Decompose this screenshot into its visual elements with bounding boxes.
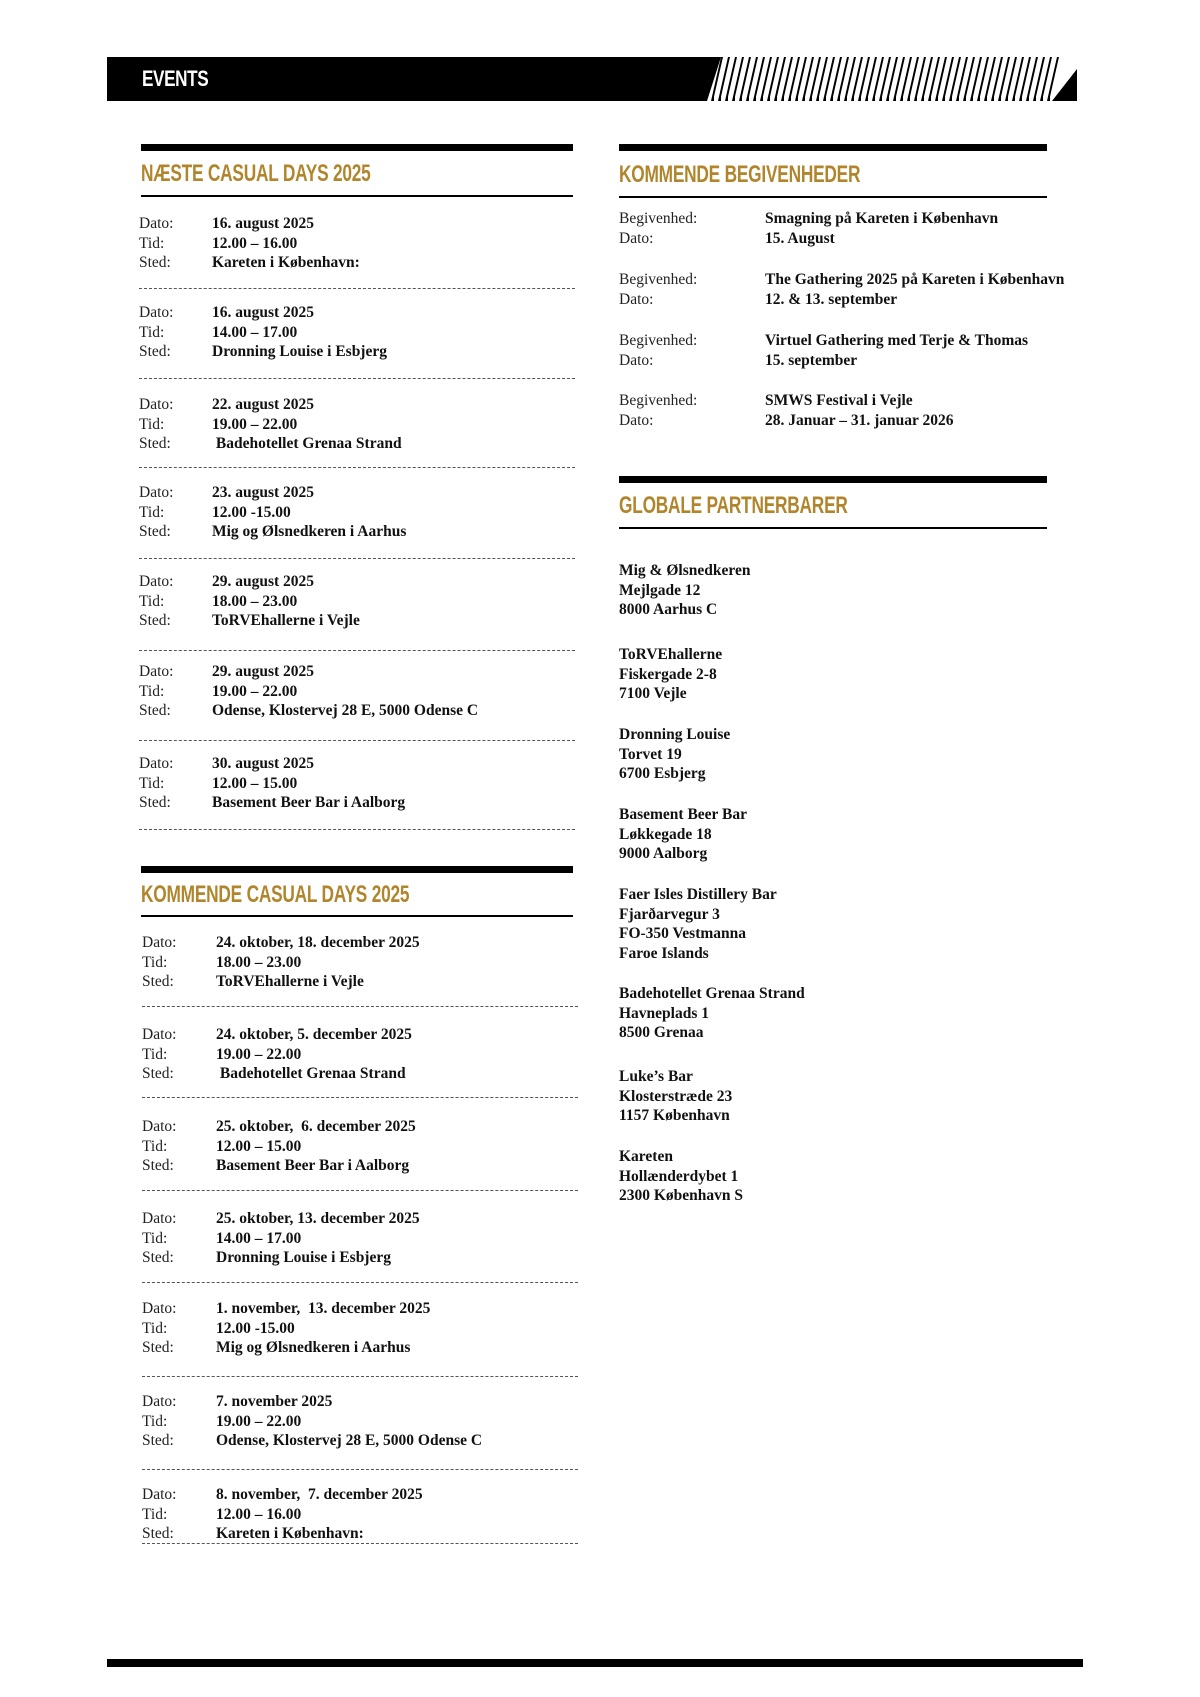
value-date: 15. september <box>765 351 858 369</box>
value-place: Mig og Ølsnedkeren i Aarhus <box>212 523 407 540</box>
dashed-divider <box>139 650 575 651</box>
entry-row-date <box>142 1025 412 1045</box>
entry-row-time <box>142 1505 423 1525</box>
label-date: Dato: <box>139 663 174 680</box>
entry-row-date <box>142 1299 430 1319</box>
label-time: Tid: <box>142 1137 168 1155</box>
label-time: Tid: <box>142 1229 168 1247</box>
value-event: Virtuel Gathering med Terje & Thomas <box>765 332 1029 349</box>
value-place: Odense, Klostervej 28 E, 5000 Odense C <box>212 702 479 719</box>
value-date: 16. august 2025 <box>212 304 315 321</box>
event-entry <box>139 572 360 631</box>
entry-row-date <box>619 351 1028 371</box>
value-date: 25. oktober, 13. december 2025 <box>216 1210 420 1227</box>
entry-row-date <box>142 933 420 953</box>
value-time: 18.00 – 23.00 <box>216 953 302 971</box>
value-date: 24. oktober, 18. december 2025 <box>216 934 420 951</box>
partner-name: ToRVEhallerne <box>619 646 723 663</box>
value-time: 12.00 – 16.00 <box>212 234 298 252</box>
event-entry <box>142 1299 430 1358</box>
value-date: 12. & 13. september <box>765 290 898 308</box>
label-time: Tid: <box>142 953 168 971</box>
partner-bar-entry <box>619 885 777 963</box>
event-entry <box>142 1209 420 1268</box>
entry-row-date <box>142 1485 423 1505</box>
section-underline <box>619 527 1047 529</box>
value-time: 19.00 – 22.00 <box>216 1412 302 1430</box>
partner-address-line: 7100 Vejle <box>619 685 687 702</box>
value-time: 19.00 – 22.00 <box>212 682 298 700</box>
event-entry <box>139 662 478 721</box>
value-time: 18.00 – 23.00 <box>212 592 298 610</box>
label-date: Dato: <box>142 934 177 951</box>
entry-row-time <box>142 1229 420 1249</box>
label-time: Tid: <box>139 234 165 252</box>
value-time: 12.00 – 15.00 <box>216 1137 302 1155</box>
value-place: Basement Beer Bar i Aalborg <box>216 1157 410 1174</box>
partner-name: Mig & Ølsnedkeren <box>619 562 751 579</box>
section-top-bar <box>141 866 573 873</box>
value-place: Odense, Klostervej 28 E, 5000 Odense C <box>216 1432 483 1449</box>
entry-row-time <box>139 415 402 435</box>
label-date: Dato: <box>142 1118 177 1135</box>
value-time: 19.00 – 22.00 <box>212 415 298 433</box>
label-place: Sted: <box>142 1065 174 1082</box>
value-place: Dronning Louise i Esbjerg <box>216 1249 391 1266</box>
entry-row-time <box>142 1319 430 1339</box>
value-date: 16. august 2025 <box>212 215 315 232</box>
entry-row-place <box>139 434 402 454</box>
entry-row-date <box>139 483 406 503</box>
dashed-divider <box>142 1376 578 1377</box>
value-date: 15. August <box>765 229 835 247</box>
entry-row-time <box>139 503 406 523</box>
label-event: Begivenhed: <box>619 392 698 409</box>
label-time: Tid: <box>139 503 165 521</box>
entry-row-place <box>142 1156 416 1176</box>
label-date: Dato: <box>142 1393 177 1410</box>
partner-name: Kareten <box>619 1148 673 1165</box>
label-time: Tid: <box>142 1505 168 1523</box>
entry-row-time <box>139 774 405 794</box>
label-date: Dato: <box>619 351 654 369</box>
value-date: 22. august 2025 <box>212 396 315 413</box>
label-place: Sted: <box>139 343 171 360</box>
entry-row-event <box>619 331 1028 351</box>
partner-address-line: Hollænderdybet 1 <box>619 1167 739 1185</box>
entry-row-time <box>142 953 420 973</box>
label-place: Sted: <box>139 612 171 629</box>
partner-address-line: Mejlgade 12 <box>619 581 701 599</box>
entry-row-date <box>142 1392 482 1412</box>
value-time: 12.00 -15.00 <box>216 1319 295 1337</box>
partner-address-line: Løkkegade 18 <box>619 825 712 843</box>
value-time: 14.00 – 17.00 <box>212 323 298 341</box>
partner-name: Faer Isles Distillery Bar <box>619 886 777 903</box>
label-place: Sted: <box>139 435 171 452</box>
entry-row-time <box>139 592 360 612</box>
begivenhed-entry <box>619 270 1064 309</box>
value-place: ToRVEhallerne i Vejle <box>216 973 364 990</box>
entry-row-place <box>139 611 360 631</box>
footer-bar <box>107 1659 1083 1667</box>
entry-row-time <box>139 234 360 254</box>
entry-row-time <box>139 323 387 343</box>
event-entry <box>139 483 406 542</box>
entry-row-time <box>142 1412 482 1432</box>
event-entry <box>142 1117 416 1176</box>
partner-address-line: Fjarðarvegur 3 <box>619 905 720 923</box>
value-date: 8. november, 7. december 2025 <box>216 1486 423 1503</box>
dashed-divider <box>142 1469 578 1470</box>
value-place: Basement Beer Bar i Aalborg <box>212 794 406 811</box>
label-place: Sted: <box>139 794 171 811</box>
partner-name: Luke’s Bar <box>619 1068 693 1085</box>
label-event: Begivenhed: <box>619 271 698 288</box>
entry-row-event <box>619 270 1064 290</box>
value-place: Kareten i København: <box>212 254 360 271</box>
value-event: The Gathering 2025 på Kareten i København <box>765 271 1065 288</box>
partner-address-line: 2300 København S <box>619 1187 744 1204</box>
value-time: 19.00 – 22.00 <box>216 1045 302 1063</box>
partner-bar-entry <box>619 984 805 1043</box>
partner-bar-entry <box>619 561 750 620</box>
value-time: 12.00 -15.00 <box>212 503 291 521</box>
event-entry <box>139 395 402 454</box>
label-date: Dato: <box>139 304 174 321</box>
section-top-bar <box>619 476 1047 483</box>
entry-row-place <box>142 1338 430 1358</box>
page-title: EVENTS <box>142 66 209 91</box>
section-underline <box>141 195 573 197</box>
entry-row-place <box>139 342 387 362</box>
section-underline <box>141 915 573 917</box>
entry-row-date <box>139 662 478 682</box>
entry-row-time <box>142 1045 412 1065</box>
section-title-begivenheder: KOMMENDE BEGIVENHEDER <box>619 161 861 188</box>
section-title-kommende: KOMMENDE CASUAL DAYS 2025 <box>141 881 410 908</box>
label-date: Dato: <box>619 411 654 429</box>
value-place: Dronning Louise i Esbjerg <box>212 343 387 360</box>
value-event: Smagning på Kareten i København <box>765 210 999 227</box>
entry-row-place <box>142 972 420 992</box>
partner-address-line: Klosterstræde 23 <box>619 1087 733 1105</box>
label-place: Sted: <box>142 1432 174 1449</box>
entry-row-event <box>619 391 953 411</box>
partner-bar-entry <box>619 645 722 704</box>
label-date: Dato: <box>619 229 654 247</box>
entry-row-date <box>139 395 402 415</box>
label-place: Sted: <box>142 973 174 990</box>
label-date: Dato: <box>142 1210 177 1227</box>
value-place: Badehotellet Grenaa Strand <box>212 435 402 452</box>
entry-row-place <box>139 793 405 813</box>
label-time: Tid: <box>139 323 165 341</box>
value-date: 24. oktober, 5. december 2025 <box>216 1026 412 1043</box>
entry-row-date <box>142 1209 420 1229</box>
entry-row-date <box>619 290 1064 310</box>
partner-address-line: Havneplads 1 <box>619 1004 710 1022</box>
value-time: 14.00 – 17.00 <box>216 1229 302 1247</box>
dashed-divider <box>139 378 575 379</box>
entry-row-date <box>139 303 387 323</box>
entry-row-date <box>619 229 998 249</box>
label-event: Begivenhed: <box>619 332 698 349</box>
label-place: Sted: <box>142 1157 174 1174</box>
value-date: 23. august 2025 <box>212 484 315 501</box>
entry-row-date <box>139 754 405 774</box>
value-place: ToRVEhallerne i Vejle <box>212 612 360 629</box>
value-date: 29. august 2025 <box>212 573 315 590</box>
dashed-divider <box>139 740 575 741</box>
label-date: Dato: <box>139 215 174 232</box>
dashed-divider <box>139 829 575 830</box>
label-place: Sted: <box>142 1525 174 1542</box>
entry-row-date <box>139 214 360 234</box>
dashed-divider <box>142 1543 578 1544</box>
partner-address-line: FO-350 Vestmanna <box>619 925 747 942</box>
label-place: Sted: <box>139 523 171 540</box>
value-date: 25. oktober, 6. december 2025 <box>216 1118 416 1135</box>
begivenhed-entry <box>619 209 998 248</box>
section-top-bar <box>141 144 573 151</box>
label-date: Dato: <box>139 573 174 590</box>
dashed-divider <box>139 467 575 468</box>
event-entry <box>139 214 360 273</box>
entry-row-place <box>142 1431 482 1451</box>
label-event: Begivenhed: <box>619 210 698 227</box>
diagonal-hatch-decoration <box>707 57 1077 101</box>
partner-bar-entry <box>619 805 747 864</box>
label-place: Sted: <box>139 254 171 271</box>
value-place: Mig og Ølsnedkeren i Aarhus <box>216 1339 411 1356</box>
entry-row-place <box>142 1064 412 1084</box>
partner-name: Badehotellet Grenaa Strand <box>619 985 805 1002</box>
entry-row-time <box>139 682 478 702</box>
section-top-bar <box>619 144 1047 151</box>
value-place: Badehotellet Grenaa Strand <box>216 1065 406 1082</box>
dashed-divider <box>142 1282 578 1283</box>
entry-row-place <box>139 701 478 721</box>
value-event: SMWS Festival i Vejle <box>765 392 913 409</box>
label-time: Tid: <box>139 774 165 792</box>
partner-address-line: 1157 København <box>619 1107 730 1124</box>
partner-address-line: Faroe Islands <box>619 944 709 962</box>
dashed-divider <box>142 1097 578 1098</box>
event-entry <box>139 303 387 362</box>
section-underline <box>619 196 1047 198</box>
partner-name: Dronning Louise <box>619 726 731 743</box>
partner-address-line: 6700 Esbjerg <box>619 765 706 782</box>
partner-address-line: Fiskergade 2-8 <box>619 665 717 683</box>
label-date: Dato: <box>619 290 654 308</box>
event-entry <box>139 754 405 813</box>
label-place: Sted: <box>139 702 171 719</box>
event-entry <box>142 933 420 992</box>
value-date: 7. november 2025 <box>216 1393 333 1410</box>
label-date: Dato: <box>142 1300 177 1317</box>
event-entry <box>142 1392 482 1451</box>
partner-address-line: 9000 Aalborg <box>619 845 708 862</box>
value-place: Kareten i København: <box>216 1525 364 1542</box>
entry-row-date <box>139 572 360 592</box>
partner-bar-entry <box>619 1067 732 1126</box>
label-place: Sted: <box>142 1249 174 1266</box>
dashed-divider <box>139 288 575 289</box>
label-date: Dato: <box>139 484 174 501</box>
label-time: Tid: <box>139 415 165 433</box>
label-time: Tid: <box>139 592 165 610</box>
label-date: Dato: <box>139 396 174 413</box>
entry-row-place <box>139 253 360 273</box>
section-title-partners: GLOBALE PARTNERBARER <box>619 492 848 519</box>
events-header-bar <box>107 57 1077 101</box>
label-date: Dato: <box>142 1026 177 1043</box>
label-date: Dato: <box>142 1486 177 1503</box>
dashed-divider <box>142 1190 578 1191</box>
partner-name: Basement Beer Bar <box>619 806 747 823</box>
dashed-divider <box>139 558 575 559</box>
begivenhed-entry <box>619 391 953 430</box>
begivenhed-entry <box>619 331 1028 370</box>
label-time: Tid: <box>142 1045 168 1063</box>
value-time: 12.00 – 16.00 <box>216 1505 302 1523</box>
entry-row-date <box>619 411 953 431</box>
partner-bar-entry <box>619 1147 743 1206</box>
partner-address-line: 8500 Grenaa <box>619 1024 704 1041</box>
label-place: Sted: <box>142 1339 174 1356</box>
partner-address-line: 8000 Aarhus C <box>619 601 718 618</box>
label-time: Tid: <box>139 682 165 700</box>
label-time: Tid: <box>142 1319 168 1337</box>
label-date: Dato: <box>139 755 174 772</box>
value-date: 1. november, 13. december 2025 <box>216 1300 431 1317</box>
entry-row-place <box>142 1524 423 1544</box>
event-entry <box>142 1025 412 1084</box>
entry-row-date <box>142 1117 416 1137</box>
entry-row-time <box>142 1137 416 1157</box>
value-date: 28. Januar – 31. januar 2026 <box>765 411 954 429</box>
partner-bar-entry <box>619 725 730 784</box>
entry-row-place <box>139 522 406 542</box>
entry-row-event <box>619 209 998 229</box>
entry-row-place <box>142 1248 420 1268</box>
value-date: 29. august 2025 <box>212 663 315 680</box>
value-time: 12.00 – 15.00 <box>212 774 298 792</box>
value-date: 30. august 2025 <box>212 755 315 772</box>
dashed-divider <box>142 1006 578 1007</box>
event-entry <box>142 1485 423 1544</box>
label-time: Tid: <box>142 1412 168 1430</box>
section-title-naeste: NÆSTE CASUAL DAYS 2025 <box>141 160 371 187</box>
partner-address-line: Torvet 19 <box>619 745 682 763</box>
